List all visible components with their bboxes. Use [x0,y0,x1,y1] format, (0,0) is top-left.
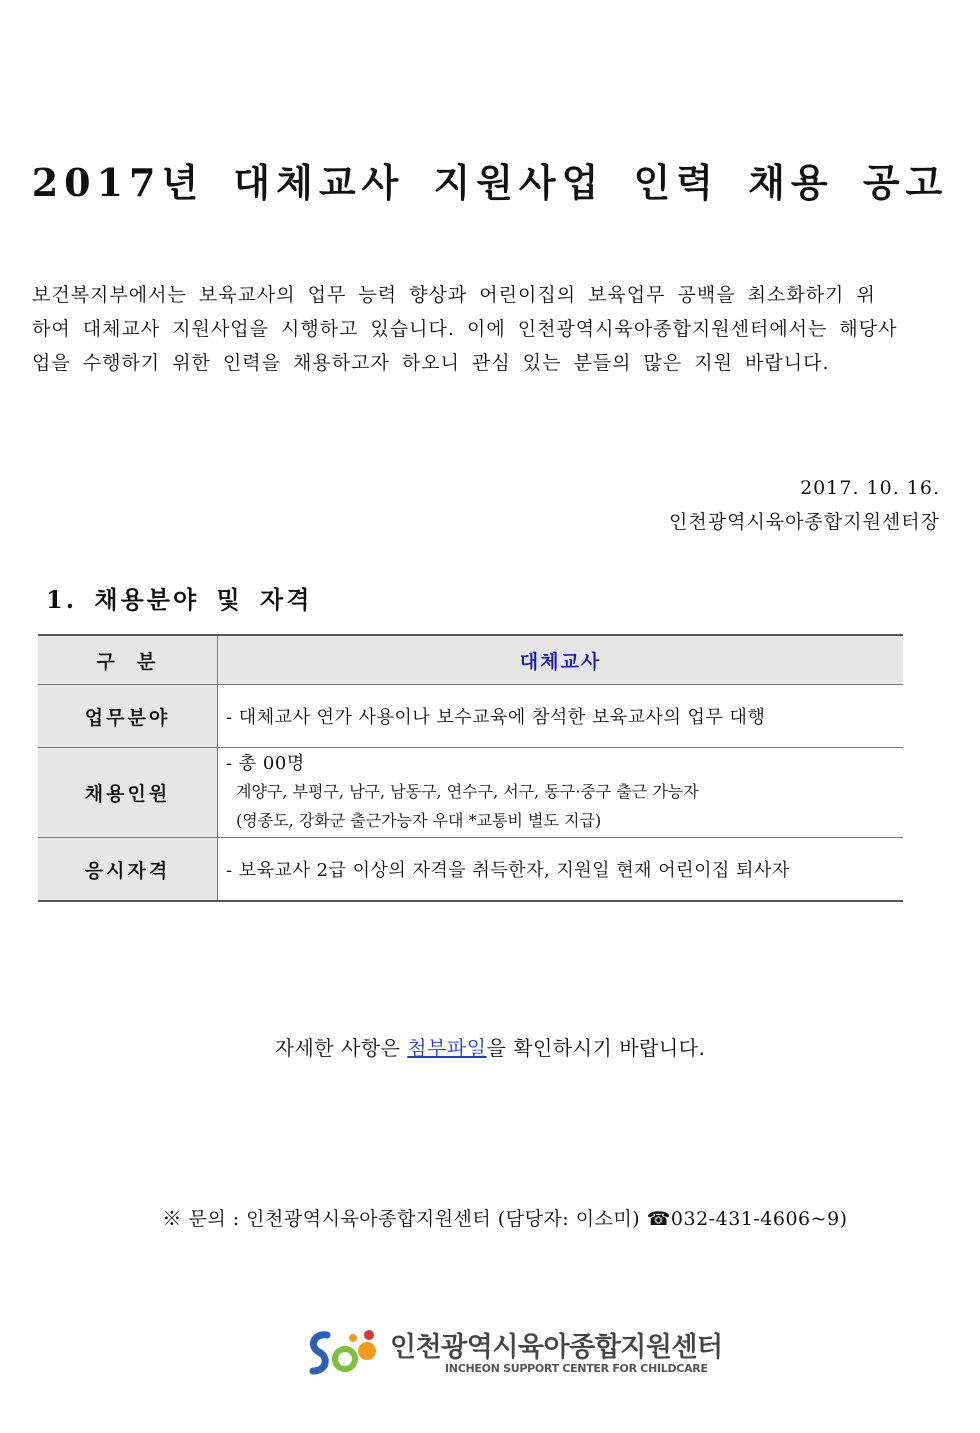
reference-mark-icon: ※ [162,1208,182,1230]
row-label-duties: 업무분야 [38,685,218,748]
row-label-qualification: 응시자격 [38,838,218,902]
date-signature-block [669,471,940,539]
headcount-text: - 총 00명 [226,752,305,774]
attachment-notice-suffix: 을 확인하시기 바랍니다. [486,1036,706,1060]
preference-note: (영종도, 강화군 출근가능자 우대 *교통비 별도 지급) [236,810,602,830]
intro-line: 보건복지부에서는 보육교사의 업무 능력 향상과 어린이집의 보육업무 공백을 최소화하기 위 [32,284,876,306]
attachment-notice [0,1032,980,1061]
logo-name-english: INCHEON SUPPORT CENTER FOR CHILDCARE [445,1362,708,1375]
contact-phone: 032-431-4606~9) [670,1208,848,1230]
recruitment-table [38,634,903,902]
table-row [38,838,903,902]
table-row [38,685,903,748]
intro-line: 하여 대체교사 지원사업을 시행하고 있습니다. 이에 인천광역시육아종합지원센터에서는 해당사 [32,318,898,340]
intro-line: 업을 수행하기 위한 인력을 채용하고자 하오니 관심 있는 분들의 많은 지원 바랍니다. [32,352,830,374]
table-header-row [38,635,903,685]
organization-logo [305,1325,723,1385]
issuer-name: 인천광역시육아종합지원센터장 [669,511,940,533]
attachment-link[interactable]: 첨부파일 [407,1036,487,1060]
contact-info [0,1204,980,1231]
logo-mark-icon [305,1325,385,1380]
district-text: 계양구, 부평구, 남구, 남동구, 연수구, 서구, 동구·중구 출근 가능자 [236,781,699,801]
row-value-headcount [218,748,904,838]
row-label-headcount: 채용인원 [38,748,218,838]
header-value-cell: 대체교사 [218,635,904,685]
phone-icon: ☎ [646,1208,671,1230]
intro-paragraph [32,278,942,380]
attachment-notice-prefix: 자세한 사항은 [274,1036,408,1060]
table-row [38,748,903,838]
section-heading-recruitment: 1. 채용분야 및 자격 [46,585,313,614]
row-value-duties: - 대체교사 연가 사용이나 보수교육에 참석한 보육교사의 업무 대행 [218,685,904,748]
announcement-date: 2017. 10. 16. [800,477,940,499]
logo-name-korean: 인천광역시육아종합지원센터 [390,1332,723,1363]
page-title: 2017년 대체교사 지원사업 인력 채용 공고 [31,160,949,205]
header-label-cell: 구 분 [38,635,218,685]
row-value-qualification: - 보육교사 2급 이상의 자격을 취득한자, 지원일 현재 어린이집 퇴사자 [218,838,904,902]
contact-text: 문의 : 인천광역시육아종합지원센터 (담당자: 이소미) [188,1208,641,1230]
